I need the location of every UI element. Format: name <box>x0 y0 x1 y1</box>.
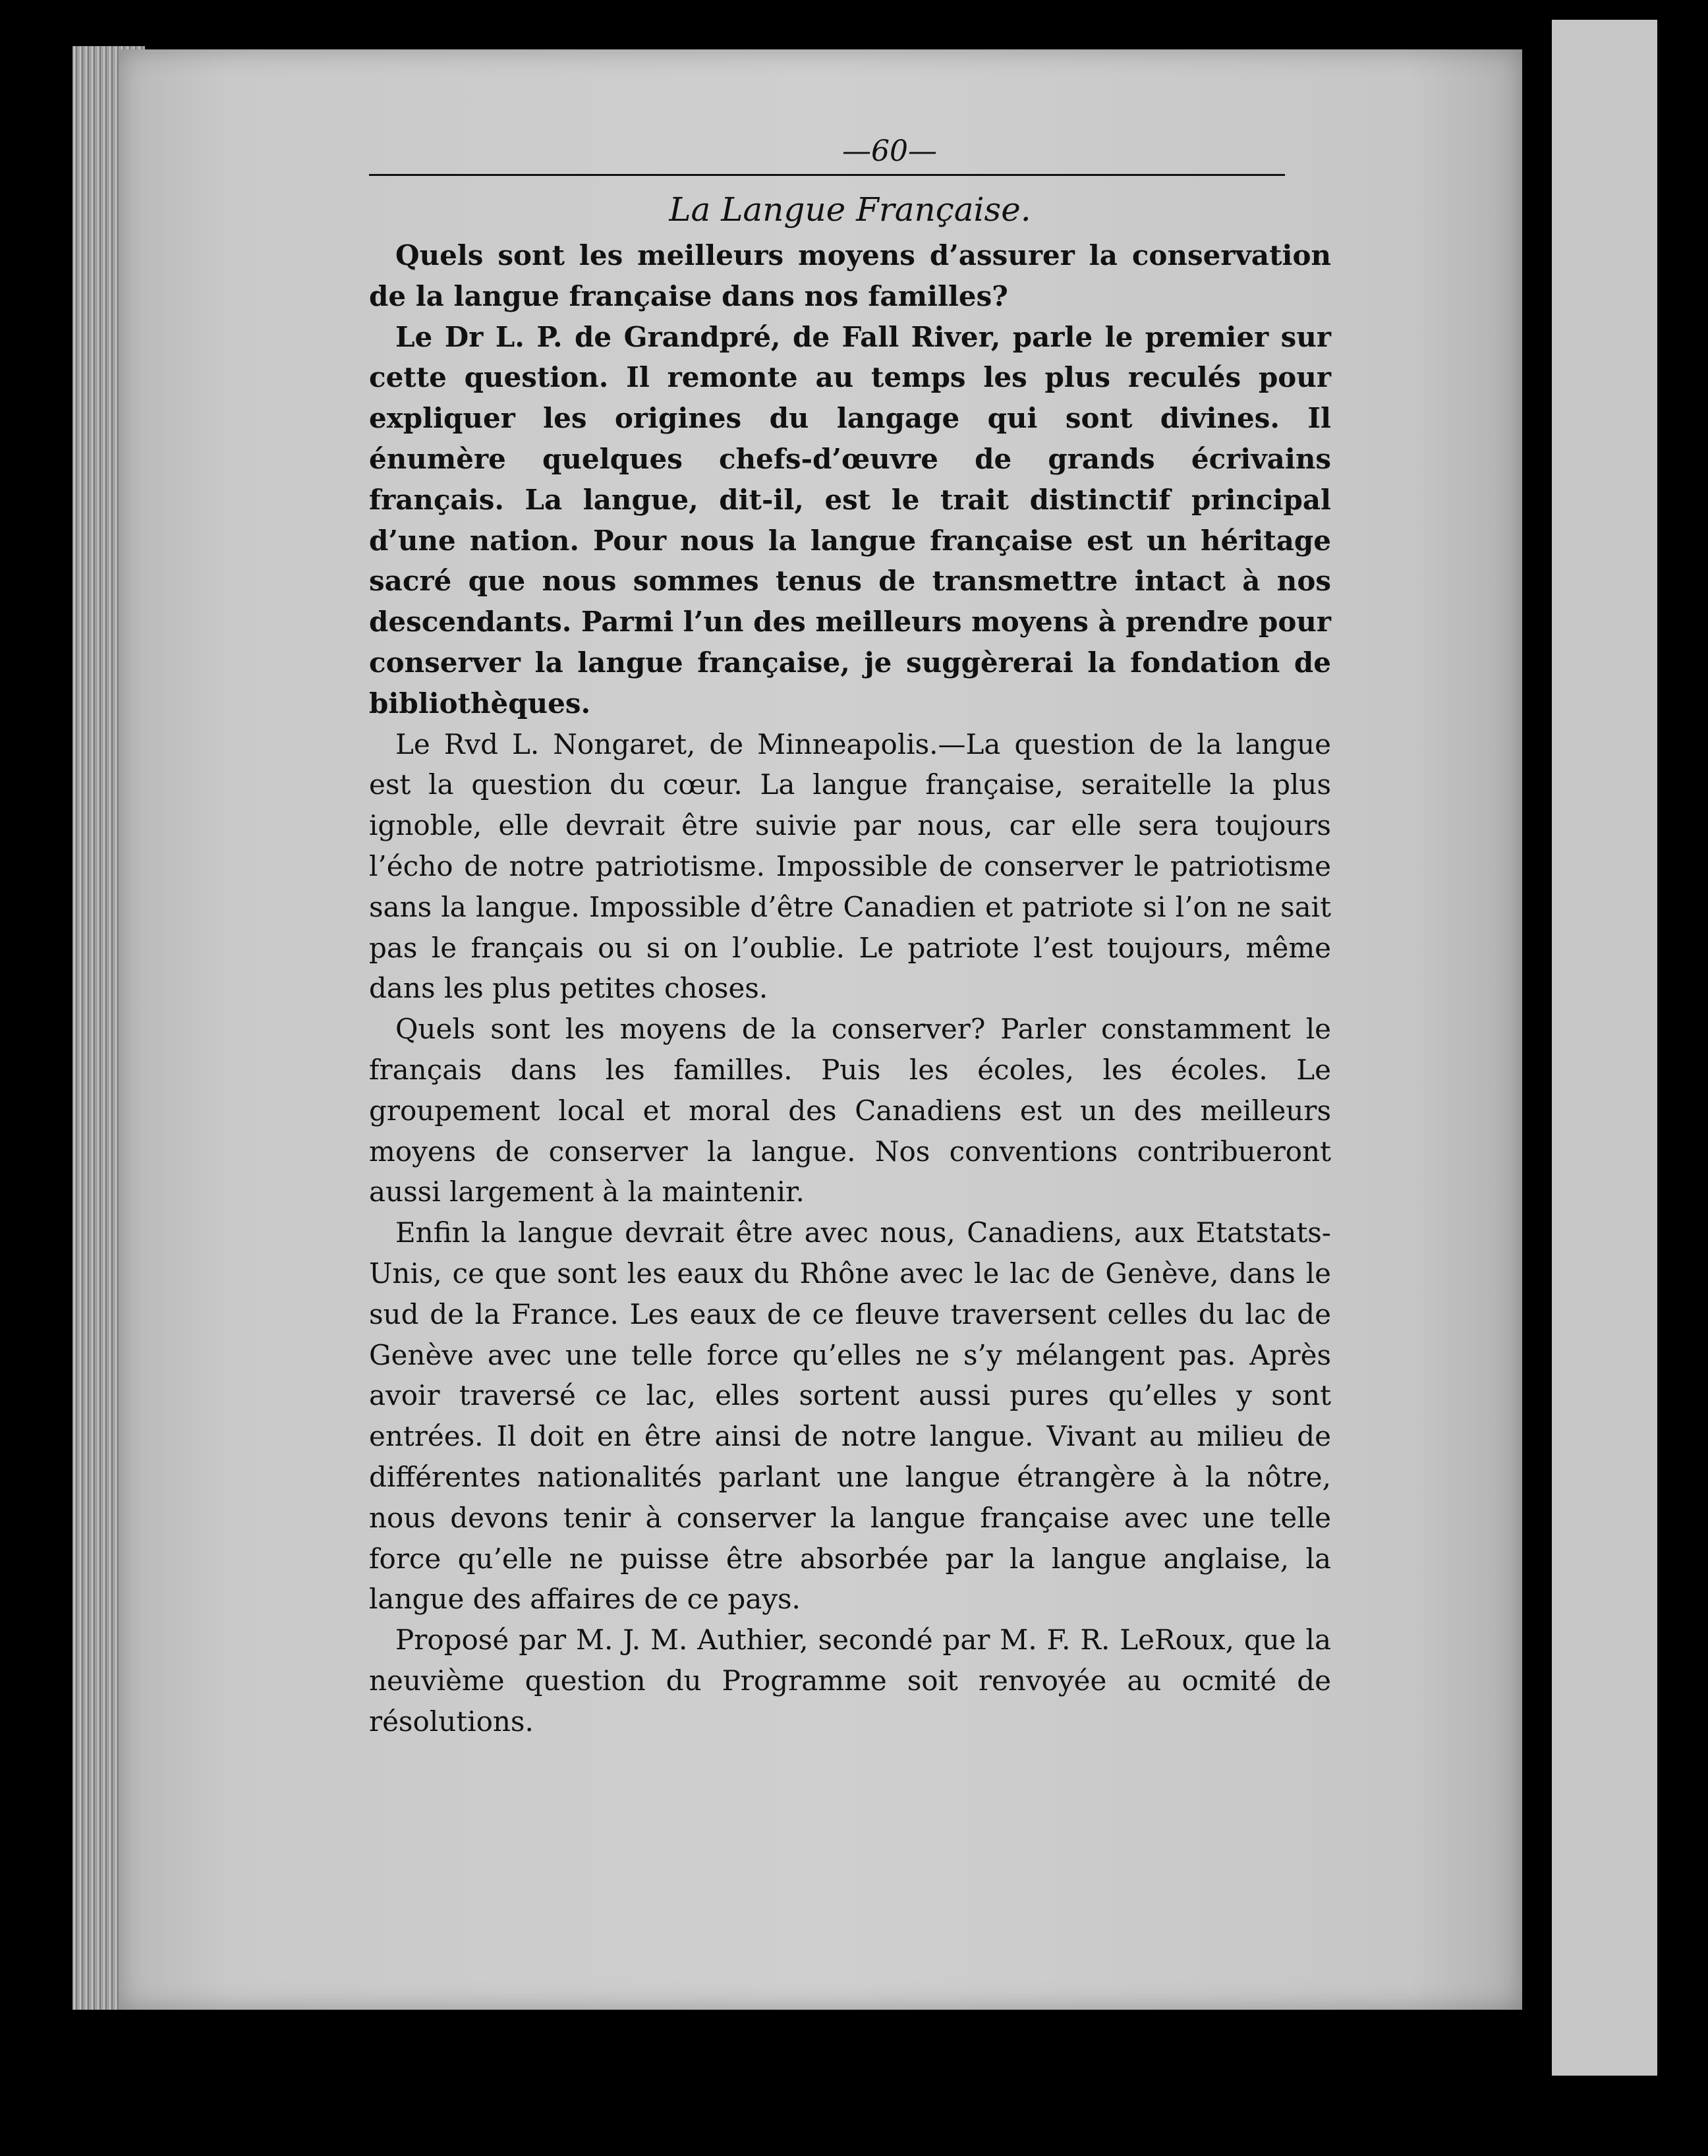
paragraph-nongaret: Le Rvd L. Nongaret, de Minneapolis.—La question de la langue est la question du cœur. La langue française, seraitelle la plus ignoble, elle devrait être suivie par nous, car elle sera toujours l’écho de notre patriotisme. Impossible de conserver le patriotisme sans la langue. Impossible d’être Canadien et patriote si l’on ne sait pas le français ou si on l’oublie. Le patriote l’est toujours, même dans les plus petites choses. <box>369 727 1331 1005</box>
paragraph-rhone: Enfin la langue devrait être avec nous, Canadiens, aux Etatstats-Unis, ce que sont les eaux du Rhône avec le lac de Genève, dans le sud de la France. Les eaux de ce fleuve traversent celles du lac de Genève avec une telle force qu’elles ne s’y mélangent pas. Après avoir traversé ce lac, elles sortent aussi pures qu’elles y sont entrées. Il doit en être ainsi de notre langue. Vivant au milieu de différentes nationalités parlant une langue étrangère à la nôtre, nous devons tenir à conserver la langue française avec une telle force qu’elle ne puisse être absorbée par la langue anglaise, la langue des affaires de ce pays. <box>369 1216 1331 1616</box>
page-number: —60— <box>842 134 937 168</box>
paragraph-question: Quels sont les meilleurs moyens d’assurer la conservation de la langue française dans nos familles? <box>369 239 1331 312</box>
header-rule <box>369 174 1285 176</box>
page-content <box>369 132 1331 1742</box>
paragraph-moyens: Quels sont les moyens de la conserver? Parler constamment le français dans les familles. Puis les écoles, les écoles. Le groupement local et moral des Canadiens est un des meilleurs moyens de conserver la langue. Nos conventions contribueront aussi largement à la maintenir. <box>369 1013 1331 1208</box>
section-heading: La Langue Française. <box>669 190 1031 229</box>
paragraph-propose: Proposé par M. J. M. Authier, secondé par M. F. R. LeRoux, que la neuvième question du Programme soit renvoyée au ocmité de résolutions. <box>369 1624 1331 1738</box>
facing-page-edge <box>1552 20 1657 2076</box>
paragraph-grandpre: Le Dr L. P. de Grandpré, de Fall River, parle le premier sur cette question. Il remonte au temps les plus reculés pour expliquer les origines du langage qui sont divines. Il énumère quelques chefs-d’œuvre de grands écrivains français. La langue, dit-il, est le trait distinctif principal d’une nation. Pour nous la langue française est un héritage sacré que nous sommes tenus de transmettre intact à nos descendants. Parmi l’un des meilleurs moyens à prendre pour conserver la langue française, je suggèrerai la fondation de bibliothèques. <box>369 320 1331 720</box>
